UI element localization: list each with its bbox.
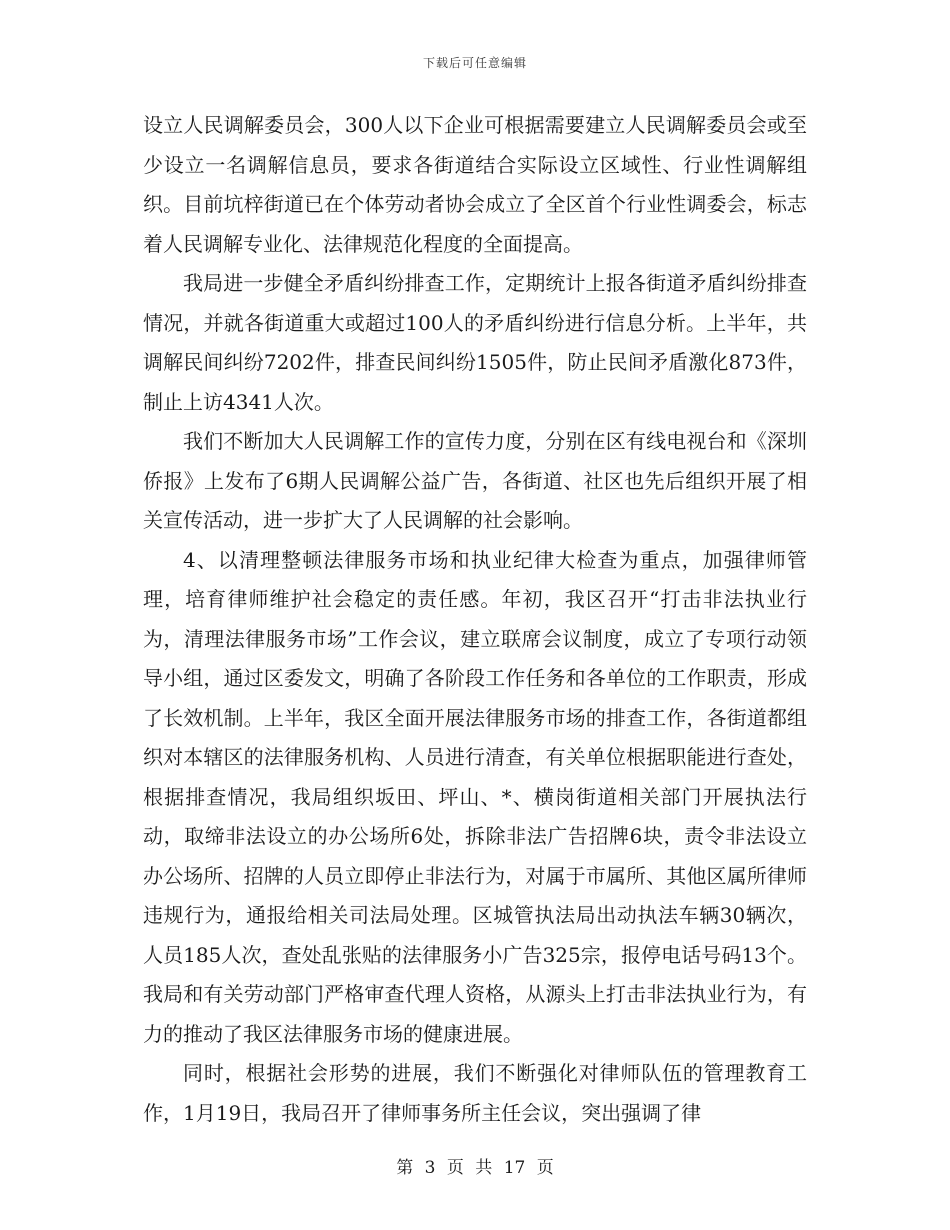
page-footer: 第 3 页 共 17 页 (396, 1158, 554, 1178)
page-header: 下载后可任意编辑 (422, 56, 527, 70)
document-body (143, 106, 807, 1133)
paragraph-3: 我们不断加大人民调解工作的宣传力度，分别在区有线电视台和《深圳侨报》上发布了6期人民调解公益广告，各街道、社区也先后组织开展了相关宣传活动，进一步扩大了人民调解的社会影响。 (143, 429, 807, 532)
paragraph-4: 4、以清理整顿法律服务市场和执业纪律大检查为重点，加强律师管理，培育律师维护社会稳定的责任感。年初，我区召开“打击非法执业行为，清理法律服务市场”工作会议，建立联席会议制度，成立了专项行动领导小组，通过区委发文，明确了各阶段工作任务和各单位的工作职责，形成了长效机制。上半年，我区全面开展法律服务市场的排查工作，各街道都组织对本辖区的法律服务机构、人员进行清查，有关单位根据职能进行查处，根据排查情况，我局组织坂田、坪山、*、横岗街道相关部门开展执法行动，取缔非法设立的办公场所6处，拆除非法广告招牌6块，责令非法设立办公场所、招牌的人员立即停止非法行为，对属于市属所、其他区属所律师违规行为，通报给相关司法局处理。区城管执法局出动执法车辆30辆次，人员185人次，查处乱张贴的法律服务小广告325宗，报停电话号码13个。我局和有关劳动部门严格审查代理人资格，从源头上打击非法执业行为，有力的推动了我区法律服务市场的健康进展。 (143, 547, 807, 1046)
paragraph-2: 我局进一步健全矛盾纠纷排查工作，定期统计上报各街道矛盾纠纷排查情况，并就各街道重大或超过100人的矛盾纠纷进行信息分析。上半年，共调解民间纠纷7202件，排查民间纠纷1505件，防止民间矛盾激化873件，制止上访4341人次。 (143, 271, 807, 414)
paragraph-1: 设立人民调解委员会，300人以下企业可根据需要建立人民调解委员会或至少设立一名调解信息员，要求各街道结合实际设立区域性、行业性调解组织。目前坑梓街道已在个体劳动者协会成立了全区首个行业性调委会，标志着人民调解专业化、法律规范化程度的全面提高。 (143, 113, 807, 256)
paragraph-5: 同时，根据社会形势的进展，我们不断强化对律师队伍的管理教育工作，1月19日，我局召开了律师事务所主任会议，突出强调了律 (143, 1061, 807, 1125)
